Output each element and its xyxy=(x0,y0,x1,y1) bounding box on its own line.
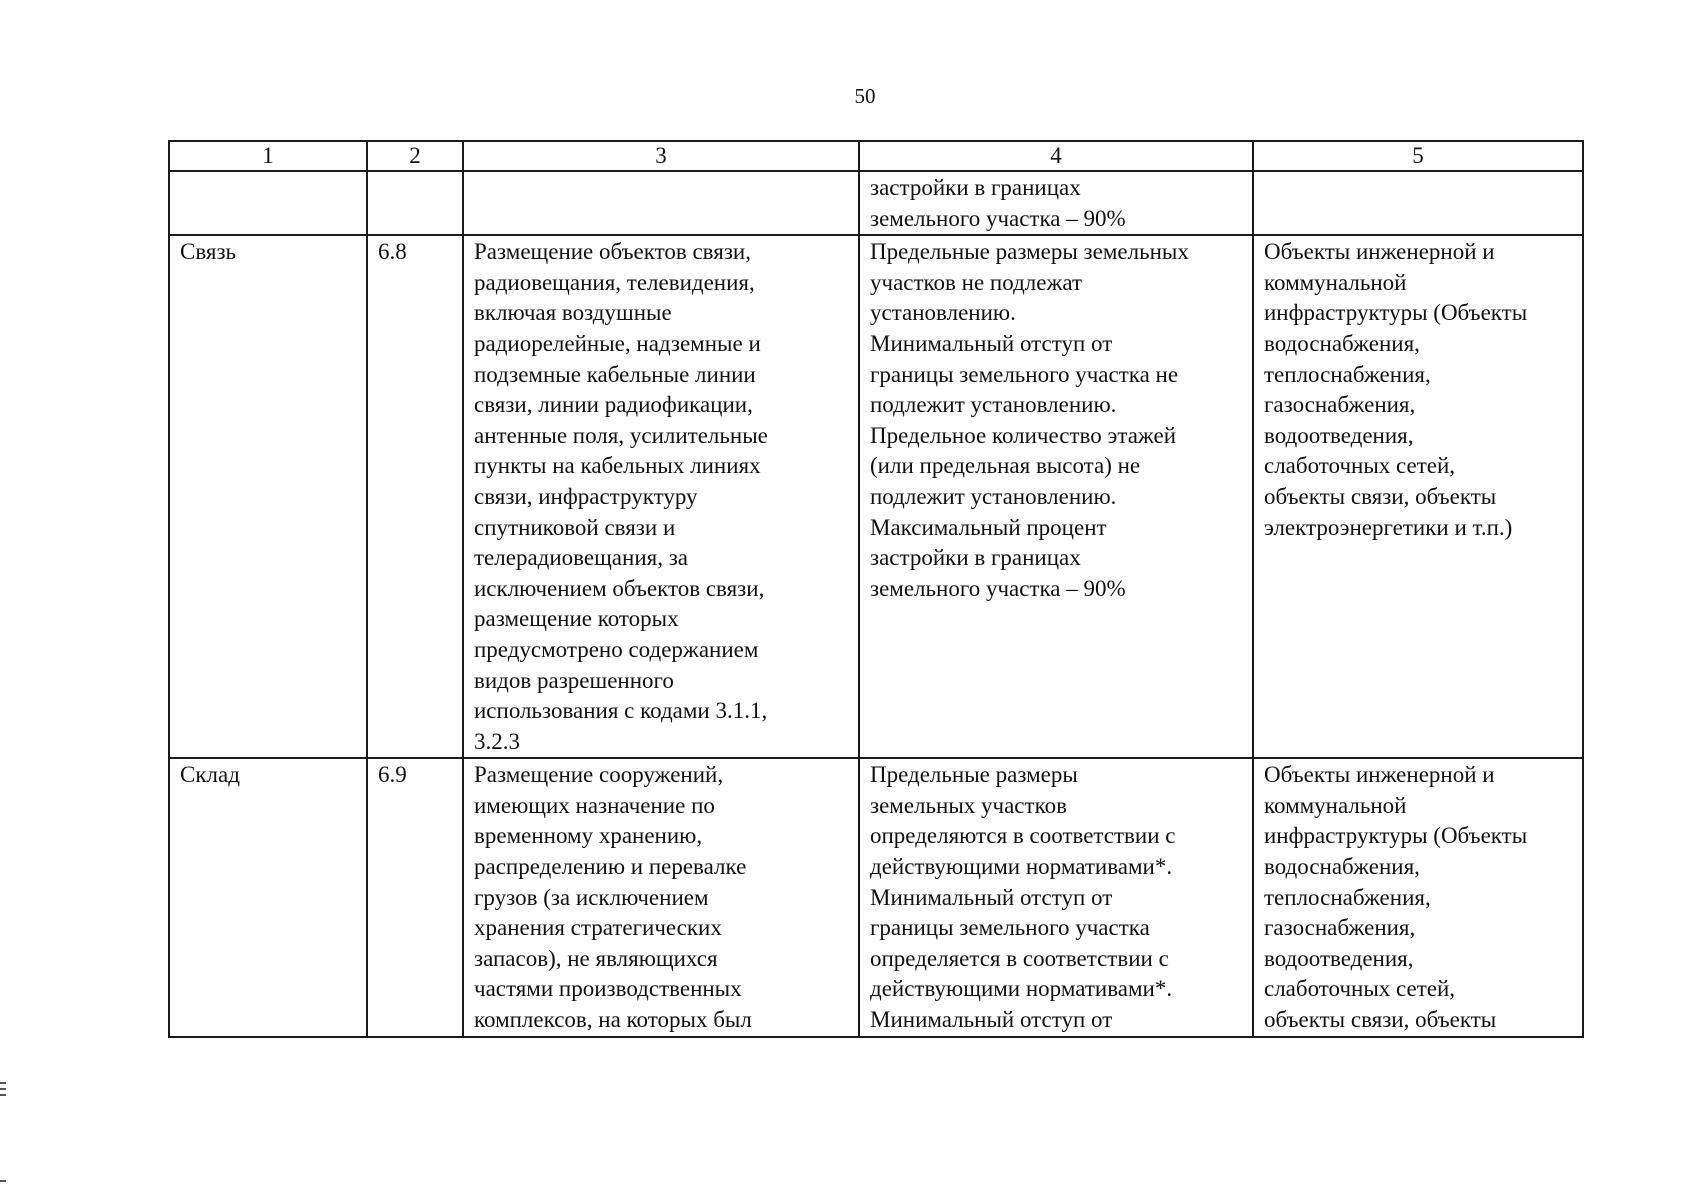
cell-text-line: запасов), не являющихся xyxy=(474,945,718,971)
cell-text-line: комплексов, на которых был xyxy=(474,1007,752,1033)
infrastructure-cell xyxy=(1253,235,1583,758)
cell-text-line: границы земельного участка xyxy=(870,915,1150,941)
name-cell: Связь xyxy=(169,235,367,758)
cell-text-line: газоснабжения, xyxy=(1264,392,1416,418)
header-col-4: 4 xyxy=(859,141,1253,171)
cell-text-line: радиорелейные, надземные и xyxy=(474,330,761,356)
cell-text-line: действующими нормативами*. xyxy=(870,854,1173,880)
cell-text-line: антенные поля, усилительные xyxy=(474,422,768,448)
cell-text-line: Предельные размеры земельных xyxy=(870,239,1189,265)
cell-text-line: видов разрешенного xyxy=(474,667,674,693)
zoning-table xyxy=(168,140,1584,1038)
cell-text-line: пункты на кабельных линиях xyxy=(474,453,761,479)
cell-text-line: объекты связи, объекты xyxy=(1264,1007,1497,1033)
cell-text-line: Предельные размеры xyxy=(870,762,1078,788)
description-cell xyxy=(463,171,859,235)
cell-text-line: включая воздушные xyxy=(474,300,672,326)
cell-text-line: земельного участка – 90% xyxy=(870,205,1126,231)
cell-text-line: слаботочных сетей, xyxy=(1264,453,1456,479)
cell-text-line: (или предельная высота) не xyxy=(870,453,1141,479)
infrastructure-cell xyxy=(1253,758,1583,1036)
cell-text-line: связи, инфраструктуру xyxy=(474,483,698,509)
cell-text-line: водоотведения, xyxy=(1264,422,1414,448)
cell-text-line: предусмотрено содержанием xyxy=(474,636,759,662)
table-header-row xyxy=(169,141,1583,171)
infrastructure-cell xyxy=(1253,171,1583,235)
cell-text-line: водоотведения, xyxy=(1264,945,1414,971)
cell-text-line: телерадиовещания, за xyxy=(474,545,689,571)
cell-text-line: застройки в границах xyxy=(870,545,1081,571)
cell-text-line: участков не подлежат xyxy=(870,269,1083,295)
cell-text-line: подлежит установлению. xyxy=(870,392,1117,418)
cell-text-line: инфраструктуры (Объекты xyxy=(1264,300,1528,326)
cell-text-line: радиовещания, телевидения, xyxy=(474,269,755,295)
cell-text-line: определяются в соответствии с xyxy=(870,823,1176,849)
cell-text-line: застройки в границах xyxy=(870,175,1081,200)
cell-text-line: земельных участков xyxy=(870,792,1067,818)
cell-text-line: распределению и перевалке xyxy=(474,854,747,880)
description-cell xyxy=(463,235,859,758)
parameters-cell xyxy=(859,171,1253,235)
cell-text-line: исключением объектов связи, xyxy=(474,575,765,601)
cell-text-line: частями производственных xyxy=(474,976,742,1002)
scan-edge-mark xyxy=(0,1094,6,1096)
cell-text-line: Минимальный отступ от xyxy=(870,330,1113,356)
cell-text-line: теплоснабжения, xyxy=(1264,361,1431,387)
scan-edge-mark xyxy=(0,1082,6,1084)
header-col-1: 1 xyxy=(169,141,367,171)
cell-text-line: водоснабжения, xyxy=(1264,854,1420,880)
cell-text-line: границы земельного участка не xyxy=(870,361,1179,387)
cell-text-line: хранения стратегических xyxy=(474,915,722,941)
cell-text-line: объекты связи, объекты xyxy=(1264,483,1497,509)
cell-text-line: Размещение сооружений, xyxy=(474,762,724,788)
cell-text-line: размещение которых xyxy=(474,606,679,632)
cell-text-line: инфраструктуры (Объекты xyxy=(1264,823,1528,849)
cell-text-line: земельного участка – 90% xyxy=(870,575,1126,601)
cell-text-line: газоснабжения, xyxy=(1264,915,1416,941)
description-cell xyxy=(463,758,859,1036)
scan-edge-mark xyxy=(0,1088,6,1090)
cell-text-line: теплоснабжения, xyxy=(1264,884,1431,910)
cell-text-line: Максимальный процент xyxy=(870,514,1107,540)
cell-text-line: спутниковой связи и xyxy=(474,514,676,540)
cell-text-line: Объекты инженерной и xyxy=(1264,762,1495,788)
cell-text-line: Минимальный отступ от xyxy=(870,1007,1113,1033)
name-cell xyxy=(169,171,367,235)
cell-text-line: Размещение объектов связи, xyxy=(474,239,751,265)
table-row xyxy=(169,235,1583,758)
cell-text-line: временному хранению, xyxy=(474,823,703,849)
cell-text-line: электроэнергетики и т.п.) xyxy=(1264,514,1513,540)
header-col-3: 3 xyxy=(463,141,859,171)
cell-text-line: имеющих назначение по xyxy=(474,792,715,818)
cell-text-line: Минимальный отступ от xyxy=(870,884,1113,910)
header-col-2: 2 xyxy=(367,141,463,171)
cell-text-line: подземные кабельные линии xyxy=(474,361,756,387)
code-cell: 6.8 xyxy=(367,235,463,758)
cell-text-line: установлению. xyxy=(870,300,1016,326)
parameters-cell xyxy=(859,235,1253,758)
cell-text-line: водоснабжения, xyxy=(1264,330,1420,356)
cell-text-line: действующими нормативами*. xyxy=(870,976,1173,1002)
code-cell: 6.9 xyxy=(367,758,463,1036)
parameters-cell xyxy=(859,758,1253,1036)
cell-text-line: грузов (за исключением xyxy=(474,884,709,910)
code-cell xyxy=(367,171,463,235)
cell-text-line: слаботочных сетей, xyxy=(1264,976,1456,1002)
header-col-5: 5 xyxy=(1253,141,1583,171)
cell-text-line: определяется в соответствии с xyxy=(870,945,1169,971)
cell-text-line: использования с кодами 3.1.1, xyxy=(474,698,768,724)
scan-edge-mark xyxy=(0,1180,6,1182)
table-row xyxy=(169,171,1583,235)
cell-text-line: коммунальной xyxy=(1264,269,1407,295)
cell-text-line: Объекты инженерной и xyxy=(1264,239,1495,265)
name-cell: Склад xyxy=(169,758,367,1036)
cell-text-line: связи, линии радиофикации, xyxy=(474,392,753,418)
cell-text-line: коммунальной xyxy=(1264,792,1407,818)
table-row xyxy=(169,758,1583,1036)
page-number: 50 xyxy=(854,84,876,108)
cell-text-line: Предельное количество этажей xyxy=(870,422,1177,448)
cell-text-line: 3.2.3 xyxy=(474,728,520,754)
cell-text-line: подлежит установлению. xyxy=(870,483,1117,509)
